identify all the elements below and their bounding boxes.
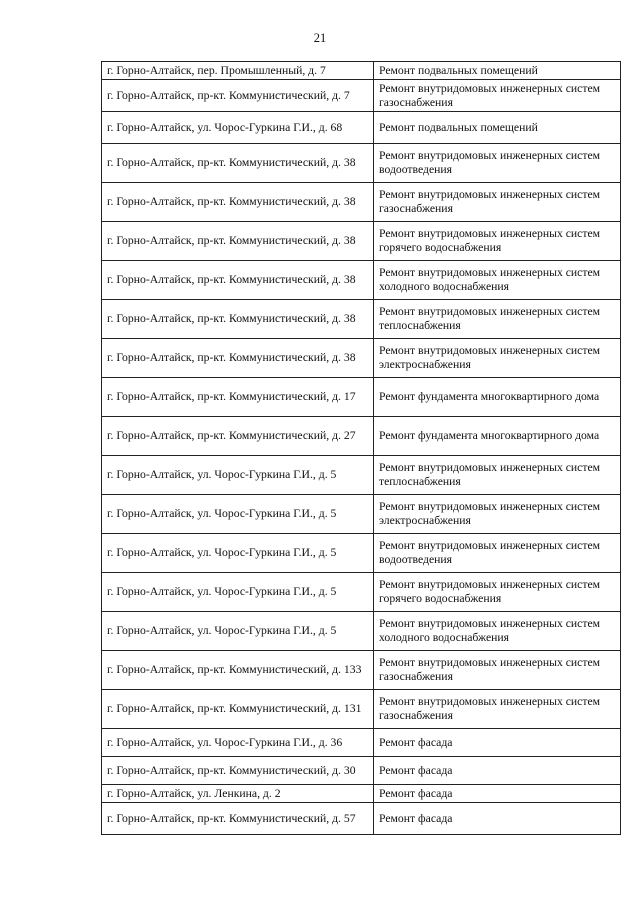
work-cell: Ремонт внутридомовых инженерных систем водоотведения	[374, 144, 621, 183]
table-row	[102, 300, 621, 339]
work-cell: Ремонт внутридомовых инженерных систем водоотведения	[374, 534, 621, 573]
address-cell: г. Горно-Алтайск, ул. Чорос-Гуркина Г.И., д. 5	[102, 573, 374, 612]
address-cell: г. Горно-Алтайск, пр-кт. Коммунистический, д. 38	[102, 222, 374, 261]
page-number: 21	[313, 31, 327, 45]
address-cell: г. Горно-Алтайск, пр-кт. Коммунистический, д. 38	[102, 183, 374, 222]
table-row	[102, 222, 621, 261]
work-cell: Ремонт внутридомовых инженерных систем газоснабжения	[374, 651, 621, 690]
work-cell: Ремонт внутридомовых инженерных систем холодного водоснабжения	[374, 612, 621, 651]
table-row	[102, 417, 621, 456]
work-cell: Ремонт фасада	[374, 757, 621, 785]
work-cell: Ремонт фасада	[374, 729, 621, 757]
work-cell: Ремонт внутридомовых инженерных систем газоснабжения	[374, 80, 621, 112]
work-cell: Ремонт внутридомовых инженерных систем горячего водоснабжения	[374, 222, 621, 261]
table-row	[102, 339, 621, 378]
work-cell: Ремонт подвальных помещений	[374, 62, 621, 80]
table-row	[102, 612, 621, 651]
work-cell: Ремонт внутридомовых инженерных систем теплоснабжения	[374, 456, 621, 495]
table-row	[102, 534, 621, 573]
address-cell: г. Горно-Алтайск, пр-кт. Коммунистический, д. 38	[102, 300, 374, 339]
address-cell: г. Горно-Алтайск, пр-кт. Коммунистический, д. 38	[102, 339, 374, 378]
repair-works-table	[101, 61, 621, 835]
address-cell: г. Горно-Алтайск, ул. Чорос-Гуркина Г.И., д. 5	[102, 456, 374, 495]
work-cell: Ремонт внутридомовых инженерных систем газоснабжения	[374, 690, 621, 729]
address-cell: г. Горно-Алтайск, ул. Чорос-Гуркина Г.И., д. 36	[102, 729, 374, 757]
table-row	[102, 651, 621, 690]
table-row	[102, 112, 621, 144]
address-cell: г. Горно-Алтайск, пр-кт. Коммунистический, д. 57	[102, 803, 374, 835]
address-cell: г. Горно-Алтайск, пр-кт. Коммунистический, д. 17	[102, 378, 374, 417]
address-cell: г. Горно-Алтайск, пр-кт. Коммунистический, д. 133	[102, 651, 374, 690]
table-row	[102, 785, 621, 803]
address-cell: г. Горно-Алтайск, пр-кт. Коммунистический, д. 38	[102, 144, 374, 183]
work-cell: Ремонт внутридомовых инженерных систем газоснабжения	[374, 183, 621, 222]
address-cell: г. Горно-Алтайск, пр-кт. Коммунистический, д. 7	[102, 80, 374, 112]
address-cell: г. Горно-Алтайск, ул. Чорос-Гуркина Г.И., д. 5	[102, 534, 374, 573]
table-row	[102, 495, 621, 534]
address-cell: г. Горно-Алтайск, пр-кт. Коммунистический, д. 38	[102, 261, 374, 300]
work-cell: Ремонт фасада	[374, 785, 621, 803]
work-cell: Ремонт подвальных помещений	[374, 112, 621, 144]
table-row	[102, 144, 621, 183]
table-row	[102, 80, 621, 112]
work-cell: Ремонт внутридомовых инженерных систем холодного водоснабжения	[374, 261, 621, 300]
table-row	[102, 261, 621, 300]
work-cell: Ремонт внутридомовых инженерных систем теплоснабжения	[374, 300, 621, 339]
table-row	[102, 378, 621, 417]
table-row	[102, 803, 621, 835]
address-cell: г. Горно-Алтайск, пр-кт. Коммунистический, д. 131	[102, 690, 374, 729]
work-cell: Ремонт фундамента многоквартирного дома	[374, 378, 621, 417]
address-cell: г. Горно-Алтайск, ул. Чорос-Гуркина Г.И., д. 5	[102, 612, 374, 651]
address-cell: г. Горно-Алтайск, пр-кт. Коммунистический, д. 30	[102, 757, 374, 785]
work-cell: Ремонт внутридомовых инженерных систем электроснабжения	[374, 339, 621, 378]
table-row	[102, 573, 621, 612]
address-cell: г. Горно-Алтайск, ул. Ленкина, д. 2	[102, 785, 374, 803]
table-row	[102, 729, 621, 757]
address-cell: г. Горно-Алтайск, ул. Чорос-Гуркина Г.И., д. 5	[102, 495, 374, 534]
address-cell: г. Горно-Алтайск, пер. Промышленный, д. 7	[102, 62, 374, 80]
table-row	[102, 183, 621, 222]
address-cell: г. Горно-Алтайск, пр-кт. Коммунистический, д. 27	[102, 417, 374, 456]
work-cell: Ремонт фундамента многоквартирного дома	[374, 417, 621, 456]
table-row	[102, 62, 621, 80]
table-row	[102, 456, 621, 495]
table-row	[102, 757, 621, 785]
work-cell: Ремонт внутридомовых инженерных систем горячего водоснабжения	[374, 573, 621, 612]
work-cell: Ремонт внутридомовых инженерных систем электроснабжения	[374, 495, 621, 534]
address-cell: г. Горно-Алтайск, ул. Чорос-Гуркина Г.И., д. 68	[102, 112, 374, 144]
work-cell: Ремонт фасада	[374, 803, 621, 835]
table-row	[102, 690, 621, 729]
